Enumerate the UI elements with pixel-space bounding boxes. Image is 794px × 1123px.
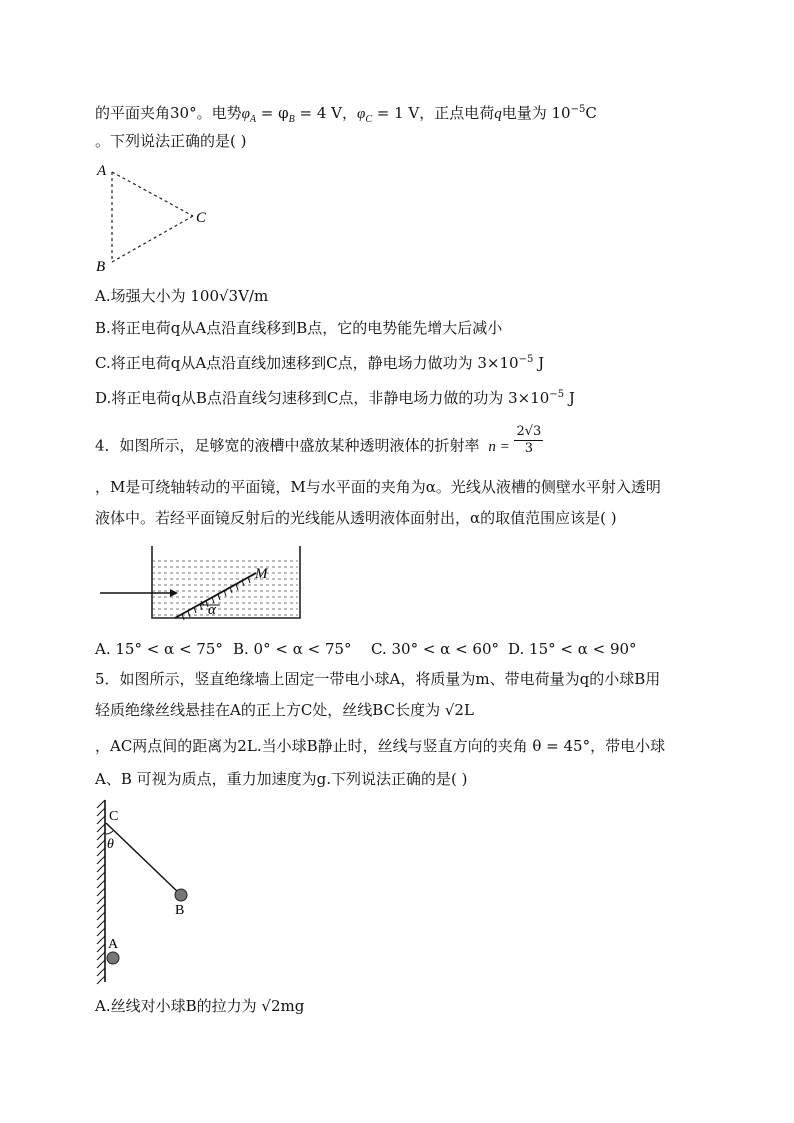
- q5-option-a: A.丝线对小球B的拉力为 √2mg: [95, 997, 305, 1015]
- q3-eq1: = φ: [256, 104, 289, 122]
- point-c-label: C: [109, 809, 119, 824]
- q4-fraction-denominator: 3: [524, 441, 534, 456]
- q3-option-c: [95, 350, 544, 373]
- q3-option-c-exp: −5: [518, 354, 534, 365]
- q3-stem-text-a: 的平面夹角30°。电势: [95, 104, 242, 122]
- phi-c-subscript: C: [365, 114, 372, 125]
- q3-sep: ，: [341, 104, 357, 122]
- q3-eq3: = 1 V: [371, 104, 420, 122]
- q3-stem-text-b: ，正点电荷: [419, 104, 495, 122]
- q3-exponent: −5: [570, 104, 586, 115]
- q5-stem-line1: 5．如图所示，竖直绝缘墙上固定一带电小球A，将质量为m、带电荷量为q的小球B用: [95, 670, 661, 688]
- thread-bc: [106, 823, 180, 894]
- vertex-a-label: A: [97, 163, 107, 179]
- wall-hatching: [97, 800, 105, 984]
- q3-stem-text-c: 电量为 10: [501, 104, 571, 122]
- q3-q-symbol: q: [494, 106, 502, 122]
- q3-option-d-exp: −5: [549, 389, 565, 400]
- liquid-body: [153, 557, 298, 617]
- q4-tank-figure: [98, 540, 308, 624]
- q3-option-a: A.场强大小为 100√3V/m: [95, 287, 269, 305]
- ball-a-label: A: [108, 937, 119, 952]
- mirror-label: M: [255, 566, 268, 582]
- q5-stem-line3: ，AC两点间的距离为2L.当小球B静止时，丝线与竖直方向的夹角 θ = 45°，带电小球: [95, 737, 666, 755]
- q3-triangle-figure: [92, 158, 222, 276]
- vertex-c-label: C: [196, 210, 207, 226]
- q5-stem-line2: 轻质绝缘丝线悬挂在A的正上方C处，丝线BC长度为 √2L: [95, 701, 474, 719]
- q4-stem-line3: 液体中。若经平面镜反射后的光线能从透明液体面射出，α的取值范围应该是( ): [95, 509, 617, 527]
- q3-option-d-text: D.将正电荷q从B点沿直线匀速移到C点，非静电场力做的功为 3×10: [95, 389, 550, 407]
- phi-a-subscript: A: [249, 114, 257, 125]
- phi-b-subscript: B: [288, 114, 295, 125]
- edge-ac: [112, 172, 193, 216]
- alpha-label: α: [208, 602, 216, 618]
- q4-refraction-fraction: [514, 424, 543, 457]
- q3-option-d-unit: J: [564, 389, 575, 407]
- q3-stem-line1: [95, 100, 597, 130]
- q4-option-b: B. 0° < α < 75°: [233, 640, 352, 658]
- q4-n-label: n =: [488, 438, 510, 455]
- q5-stem-line4: A、B 可视为质点，重力加速度为g.下列说法正确的是( ): [95, 770, 468, 788]
- q4-stem-line2: ，M是可绕轴转动的平面镜，M与水平面的夹角为α。光线从液槽的侧壁水平射入透明: [95, 478, 661, 496]
- q3-option-c-text: C.将正电荷q从A点沿直线加速移到C点，静电场力做功为 3×10: [95, 354, 519, 372]
- ball-b: [175, 889, 187, 901]
- phi-c-symbol: φ: [357, 106, 366, 122]
- q4-stem-line1: [95, 424, 543, 463]
- ball-a: [107, 952, 119, 964]
- q4-fraction-numerator: 2√3: [516, 424, 542, 439]
- q3-option-d: [95, 385, 575, 408]
- phi-a-symbol: φ: [241, 106, 250, 122]
- q4-option-c: C. 30° < α < 60°: [371, 640, 499, 658]
- ball-b-label: B: [175, 903, 185, 918]
- q3-unit: C: [585, 104, 597, 122]
- theta-arc: [106, 831, 113, 834]
- theta-label: θ: [107, 837, 114, 852]
- q3-stem-line2: 。下列说法正确的是( ): [95, 132, 247, 150]
- q4-option-a: A. 15° < α < 75°: [95, 640, 223, 658]
- q5-wall-figure: [92, 796, 202, 986]
- q3-eq2: = 4 V: [294, 104, 342, 122]
- q4-option-d: D. 15° < α < 90°: [508, 640, 637, 658]
- edge-bc: [112, 216, 193, 262]
- q3-option-b: B.将正电荷q从A点沿直线移到B点，它的电势能先增大后减小: [95, 319, 503, 337]
- vertex-b-label: B: [96, 259, 106, 275]
- q4-stem-text: 4．如图所示，足够宽的液槽中盛放某种透明液体的折射率: [95, 436, 480, 455]
- q3-option-c-unit: J: [533, 354, 545, 372]
